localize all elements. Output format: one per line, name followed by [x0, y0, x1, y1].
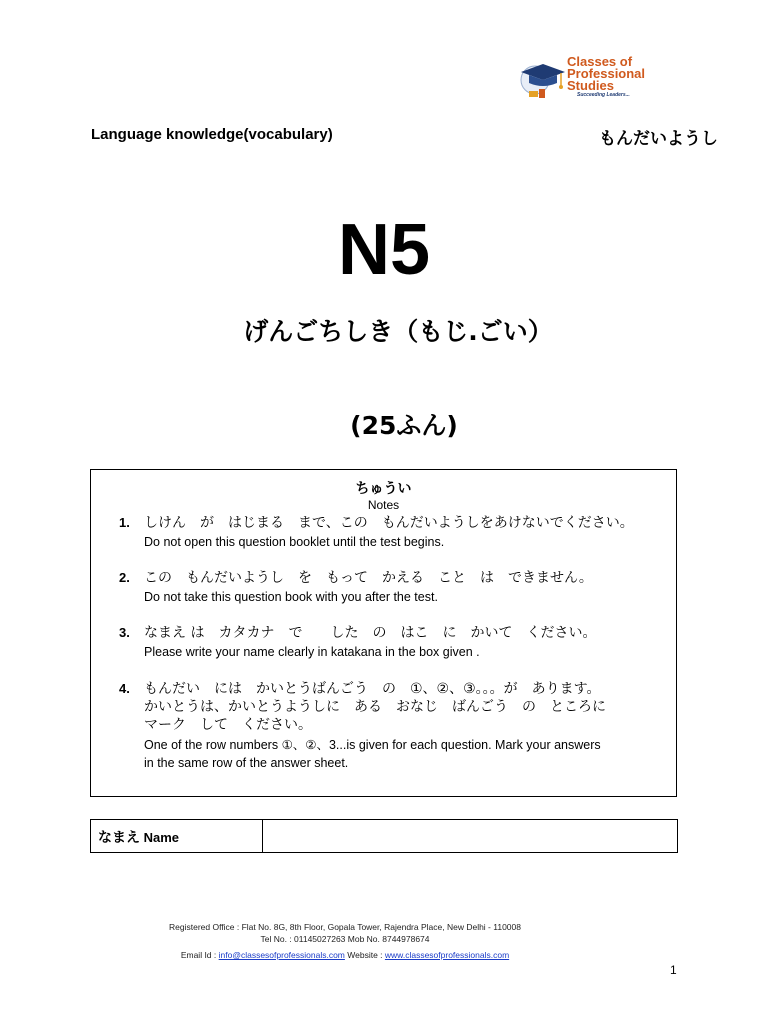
email-link[interactable]: info@classesofprofessionals.com: [218, 950, 345, 960]
note-text-jp: もんだい には かいとうばんごう の ①、②、③。。。が あります。 かいとうは、かいとうようしに ある おなじ ばんごう の ところに マーク して ください。: [144, 681, 606, 733]
logo-text-line2: Professional: [567, 66, 646, 81]
note-number: 1.: [119, 515, 130, 530]
note-text-en: Please write your name clearly in katakana in the box given .: [144, 645, 480, 659]
logo-tagline: Succeeding Leaders...: [577, 92, 630, 98]
graduation-cap-icon: [519, 58, 567, 100]
note-text-jp: なまえ は カタカナ で した の はこ に かいて ください。: [144, 625, 597, 641]
notes-box: [90, 469, 677, 797]
booklet-label: もんだいようし: [599, 129, 718, 149]
note-text-jp: この もんだいようし を もって かえる こと は できません。: [144, 570, 593, 586]
website-label: Website :: [344, 950, 385, 960]
name-field[interactable]: [263, 820, 677, 852]
exam-duration: (25ふん): [350, 411, 458, 440]
logo-text-line1: Classes of: [567, 54, 633, 69]
note-text-jp: しけん が はじまる まで、この もんだいようしをあけないでください。: [144, 515, 634, 531]
name-table: [90, 819, 678, 853]
footer-phone: Tel No. : 01145027263 Mob No. 8744978674: [260, 934, 430, 944]
note-number: 2.: [119, 570, 130, 585]
email-label: Email Id :: [180, 950, 219, 960]
note-text-en: Do not take this question book with you after the test.: [144, 590, 438, 604]
note-text-en: One of the row numbers ①、②、3...is given for each question. Mark your answers in the same row of the answer sheet.: [144, 738, 601, 770]
footer-address: Registered Office : Flat No. 8G, 8th Floor, Gopala Tower, Rajendra Place, New Delhi - 110008: [169, 922, 521, 932]
name-label-jp: なまえ: [98, 830, 140, 846]
note-number: 4.: [119, 681, 130, 696]
name-label-en: Name: [140, 830, 180, 845]
name-label: [91, 820, 263, 852]
exam-level-title: N5: [337, 210, 431, 290]
section-label: Language knowledge(vocabulary): [91, 126, 333, 143]
notes-title-en: Notes: [367, 498, 400, 512]
note-text-en: Do not open this question booklet until the test begins.: [144, 535, 445, 549]
logo-text-line3: Studies: [567, 78, 614, 93]
exam-section-title: げんごちしき（もじ.ごい）: [243, 317, 553, 346]
company-logo: [519, 56, 679, 106]
note-number: 3.: [119, 625, 130, 640]
page-number: 1: [670, 963, 677, 977]
footer-contact: [0, 950, 690, 960]
notes-title-jp: ちゅうい: [355, 481, 412, 497]
website-link[interactable]: www.classesofprofessionals.com: [384, 950, 510, 960]
